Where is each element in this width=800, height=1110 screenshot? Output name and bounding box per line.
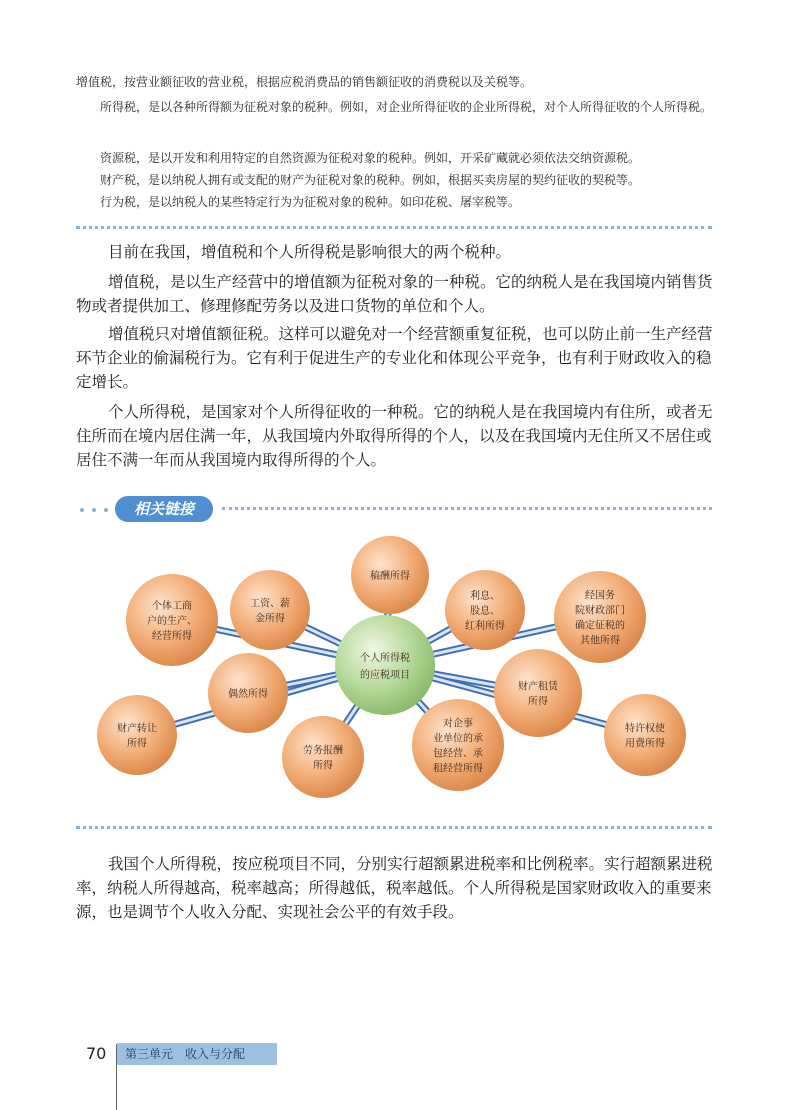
tax-item-ball-label: 所得 — [313, 760, 333, 772]
tax-item-ball-label: 其他所得 — [580, 635, 620, 647]
related-link-tag: 相关链接 — [115, 496, 213, 522]
paragraph-conclusion: 我国个人所得税，按应税项目不同，分别实行超额累进税率和比例税率。实行超额累进税率，纳税人所得越高，税率越高；所得越低，税率越低。个人所得税是国家财政收入的重要来源，也是调节个人收入分配、实现社会公平的有效手段。 — [76, 855, 713, 921]
tax-item-ball — [351, 536, 429, 614]
tax-item-ball-label: 特许权使 — [625, 723, 665, 735]
dot — [104, 508, 108, 512]
unit-label: 第三单元 收入与分配 — [117, 1043, 277, 1065]
tax-item-ball — [445, 570, 525, 650]
tax-item-ball-label: 金所得 — [255, 613, 285, 625]
diagram-balls — [97, 536, 686, 798]
paragraph-vat: 增值税，是以生产经营中的增值额为征税对象的一种税。它的纳税人是在我国境内销售货物或者提供加工、修理修配劳务以及进口货物的单位和个人。 — [76, 273, 713, 315]
tax-center-ball-label: 的应税项目 — [360, 670, 410, 682]
tax-item-ball-label: 个体工商 — [152, 600, 192, 612]
tax-item-ball-label: 稿酬所得 — [370, 570, 410, 582]
tax-item-ball-label: 租经营所得 — [433, 763, 483, 775]
tax-center-ball — [335, 615, 435, 715]
tax-item-ball — [412, 699, 504, 791]
paragraph-vat-detail: 增值税只对增值额征税。这样可以避免对一个经营额重复征税，也可以防止前一生产经营环节企业的偷漏税行为。它有利于促进生产的专业化和体现公平竞争，也有利于财政收入的稳定增长。 — [76, 325, 713, 391]
dot — [92, 508, 96, 512]
tax-item-ball — [230, 570, 310, 650]
tax-item-ball — [208, 653, 288, 733]
tax-item-ball-label: 院财政部门 — [575, 605, 625, 617]
tax-item-ball — [97, 695, 177, 775]
tax-item-ball — [282, 716, 364, 798]
tax-item-ball-label: 业单位的承 — [433, 733, 483, 745]
tax-item-ball-label: 股息、 — [470, 605, 500, 617]
note-income-tax: 所得税，是以各种所得额为征税对象的税种。例如，对企业所得征收的企业所得税，对个人所得征收的个人所得税。 — [100, 100, 713, 114]
dotted-divider — [76, 826, 712, 829]
tax-item-ball-label: 利息、 — [470, 590, 500, 602]
tax-item-ball-label: 户的生产、 — [147, 615, 197, 627]
page-number: 70 — [86, 1044, 107, 1063]
tax-item-ball-label: 红利所得 — [465, 620, 505, 632]
tax-item-ball-label: 工资、薪 — [250, 598, 290, 610]
tax-item-ball — [494, 649, 582, 737]
tax-item-ball-label: 用费所得 — [625, 738, 665, 750]
paragraph-intro: 目前在我国，增值税和个人所得税是影响很大的两个税种。 — [108, 243, 512, 261]
tax-item-ball — [126, 574, 218, 666]
paragraph-income-tax: 个人所得税，是国家对个人所得征收的一种税。它的纳税人是在我国境内有住所，或者无住所而在境内居住满一年，从我国境内外取得所得的个人，以及在我国境内无住所又不居住或居住不满一年而从我国境内取得所得的个人。 — [76, 403, 713, 469]
tax-item-ball-label: 所得 — [127, 738, 147, 750]
note-behavior-tax: 行为税，是以纳税人的某些特定行为为征税对象的税种。如印花税、屠宰税等。 — [100, 195, 521, 209]
note-property-tax: 财产税，是以纳税人拥有或支配的财产为征税对象的税种。例如，根据买卖房屋的契约征收的契税等。 — [100, 173, 641, 187]
tax-item-ball-label: 财产租赁 — [518, 681, 558, 693]
dotted-divider — [76, 226, 712, 229]
tax-item-ball-label: 劳务报酬 — [303, 745, 343, 757]
tax-item-ball-label: 对企事 — [443, 718, 473, 730]
tax-items-diagram — [90, 535, 710, 820]
dotted-divider — [222, 507, 712, 510]
tax-item-ball-label: 偶然所得 — [228, 688, 268, 700]
tax-item-ball-label: 财产转让 — [117, 723, 157, 735]
tax-item-ball-label: 经营所得 — [152, 630, 192, 642]
dot — [80, 508, 84, 512]
note-resource-tax: 资源税，是以开发和利用特定的自然资源为征税对象的税种。例如，开采矿藏就必须依法交纳资源税。 — [100, 151, 641, 165]
tax-item-ball-label: 所得 — [528, 696, 548, 708]
tax-item-ball — [554, 571, 646, 663]
tax-item-ball-label: 包经营、承 — [433, 748, 483, 760]
tax-item-ball-label: 经国务 — [585, 590, 615, 602]
tax-item-ball-label: 确定征税的 — [575, 620, 625, 632]
tax-item-ball — [604, 694, 686, 776]
note-line: 增值税，按营业额征收的营业税，根据应税消费品的销售额征收的消费税以及关税等。 — [76, 75, 533, 89]
tax-center-ball-label: 个人所得税 — [360, 653, 410, 665]
